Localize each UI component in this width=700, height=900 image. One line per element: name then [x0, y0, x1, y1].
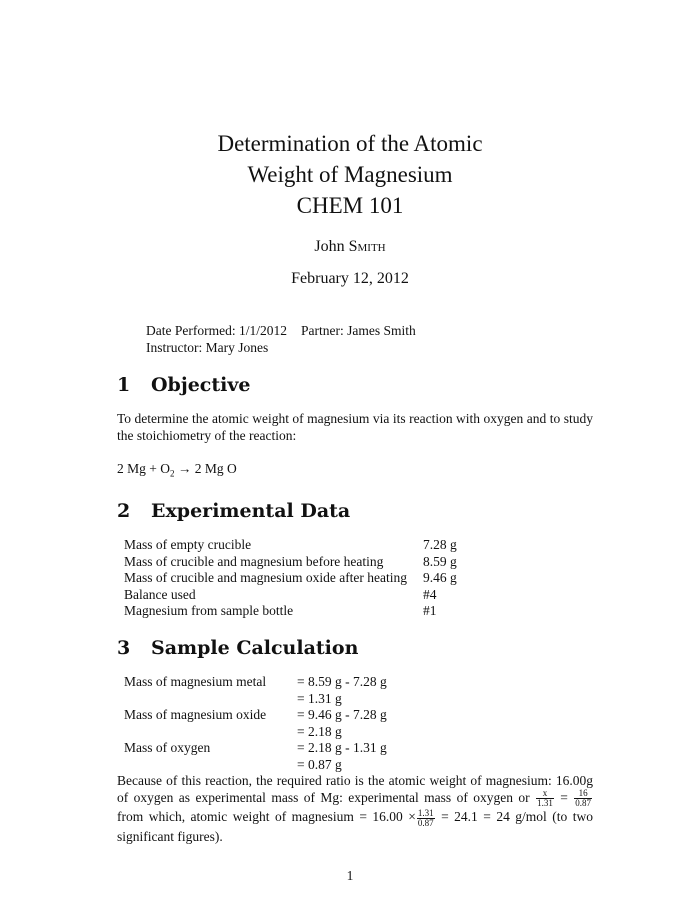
title-line-1: Determination of the Atomic — [217, 131, 483, 156]
section-heading-calc — [117, 637, 358, 659]
date-performed: Date Performed: 1/1/2012 — [146, 323, 287, 338]
section-number: 2 — [117, 500, 131, 522]
table-row — [124, 603, 457, 620]
section-number: 1 — [117, 374, 131, 396]
fraction-131-over-087: $\frac{1.31}{0.87}$ — [417, 807, 434, 828]
calc-row — [124, 740, 387, 757]
section-heading-objective — [117, 374, 251, 396]
conclusion-paragraph: Because of this reaction, the required ratio is the atomic weight of magnesium: 16.00g of oxygen as experimental mass of Mg: experimental mass of oxygen or $\frac{x}{1.31}$ = $\frac{16}{0.87}$ from which, atomic weight of magnesium = 16.00 × $\frac{1.31}{0.87}$ = 24.1 = 24 g/mol (to two significant figures). — [117, 773, 593, 844]
data-label: Mass of empty crucible — [124, 537, 252, 552]
calc-expression: = 0.87 g — [297, 756, 342, 772]
section-heading-data — [117, 500, 350, 522]
fraction-x-over-131: $\frac{x}{1.31}$ — [537, 788, 553, 809]
document-title — [0, 128, 700, 221]
page-number: 1 — [346, 868, 354, 883]
author-first-name: John — [314, 238, 345, 255]
data-value: #4 — [423, 586, 437, 602]
author-last-name: Smith — [348, 238, 386, 255]
instructor: Instructor: Mary Jones — [146, 340, 269, 355]
calc-row — [124, 707, 387, 724]
objective-paragraph: To determine the atomic weight of magnesium via its reaction with oxygen and to study the stoichiometry of the reaction: — [117, 411, 593, 443]
data-value: 8.59 g — [423, 553, 457, 569]
title-line-3: CHEM 101 — [296, 193, 404, 218]
calc-label — [124, 724, 297, 741]
experiment-meta — [146, 322, 416, 356]
fraction-16-over-087: $\frac{16}{0.87}$ — [575, 788, 591, 809]
calc-expression: = 2.18 g - 1.31 g — [297, 740, 387, 755]
table-row — [124, 587, 457, 604]
calc-row — [124, 674, 387, 691]
calc-label: Mass of magnesium oxide — [124, 707, 267, 722]
data-value: #1 — [423, 603, 437, 618]
section-title: Experimental Data — [151, 500, 351, 522]
table-row — [124, 537, 457, 554]
data-value: 9.46 g — [423, 570, 457, 585]
data-value: 7.28 g — [423, 537, 457, 552]
calc-expression: = 1.31 g — [297, 690, 342, 706]
experimental-data-table — [124, 537, 457, 620]
data-label: Magnesium from sample bottle — [124, 603, 294, 618]
partner: Partner: James Smith — [300, 323, 416, 338]
calc-label: Mass of oxygen — [124, 740, 211, 755]
data-label: Mass of crucible and magnesium before heating — [124, 553, 384, 569]
calc-row — [124, 724, 387, 741]
section-title: Objective — [151, 374, 251, 396]
section-title: Sample Calculation — [151, 637, 359, 659]
calc-expression: = 2.18 g — [297, 723, 342, 739]
calc-label — [124, 757, 297, 774]
title-line-2: Weight of Magnesium — [247, 162, 453, 187]
calc-label: Mass of magnesium metal — [124, 674, 267, 689]
calc-expression: = 8.59 g - 7.28 g — [297, 674, 387, 689]
document-date: February 12, 2012 — [291, 270, 409, 287]
author — [0, 238, 700, 256]
data-label: Balance used — [124, 586, 196, 602]
calc-row — [124, 757, 387, 774]
calculation-table — [124, 674, 387, 773]
table-row — [124, 570, 457, 587]
data-label: Mass of crucible and magnesium oxide after heating — [124, 570, 408, 585]
table-row — [124, 554, 457, 571]
reaction-equation: 2 $Mg + O_2 \to 2$ Mg O — [117, 461, 237, 479]
calc-row — [124, 691, 387, 708]
section-number: 3 — [117, 637, 131, 659]
calc-expression: = 9.46 g - 7.28 g — [297, 707, 387, 722]
calc-label — [124, 691, 297, 708]
